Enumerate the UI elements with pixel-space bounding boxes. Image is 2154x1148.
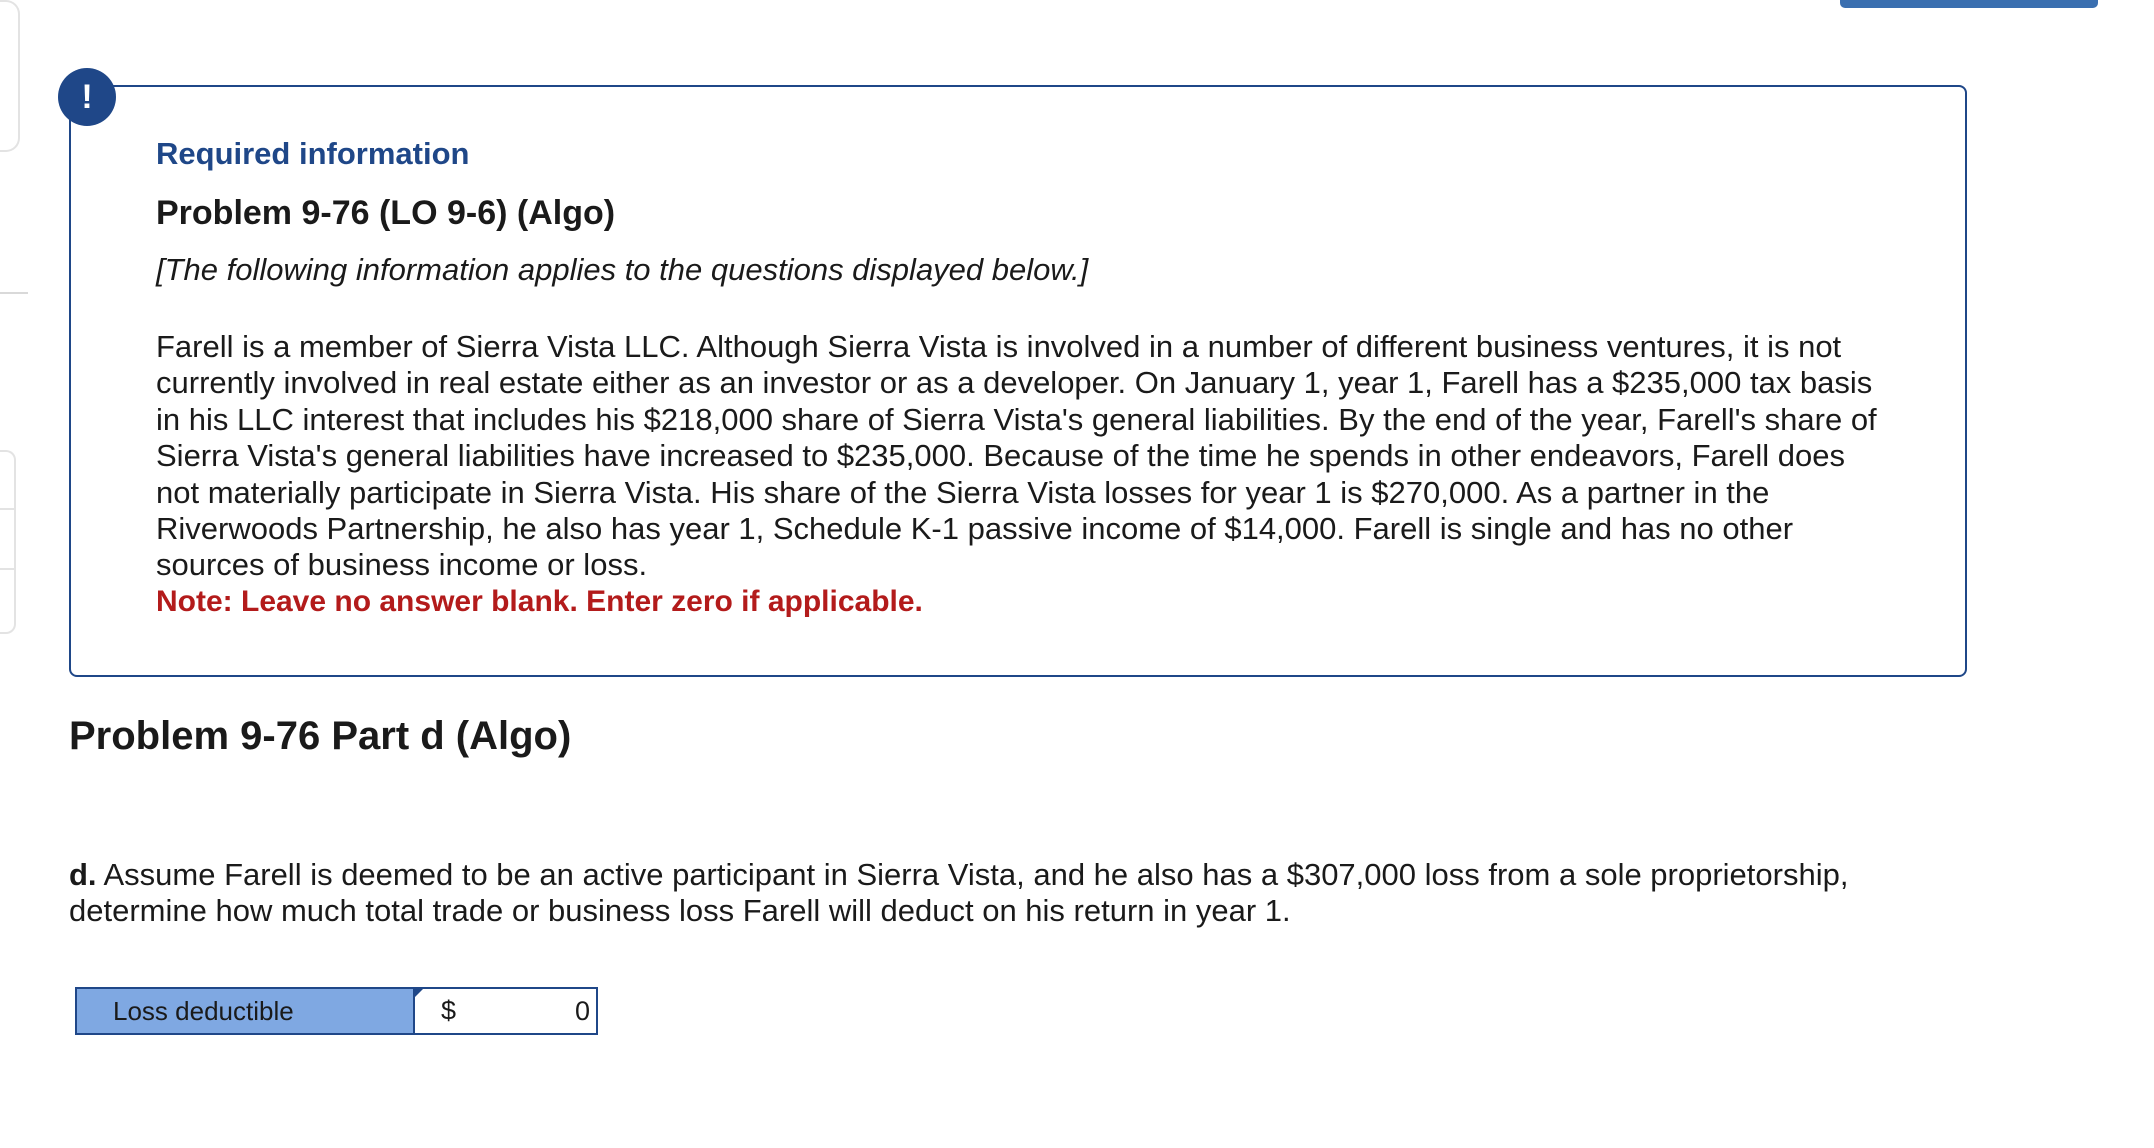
currency-symbol: $ xyxy=(441,995,457,1026)
applies-note: [The following information applies to the questions displayed below.] xyxy=(156,252,1089,287)
left-edge-tab-divider xyxy=(0,508,14,510)
loss-deductible-cell[interactable] xyxy=(413,987,598,1035)
question-label: d. xyxy=(69,857,97,892)
left-edge-tab-divider xyxy=(0,568,14,570)
required-information-heading: Required information xyxy=(156,136,470,171)
cell-marker-icon xyxy=(413,987,425,999)
problem-title: Problem 9-76 (LO 9-6) (Algo) xyxy=(156,194,616,232)
scenario-text-block xyxy=(156,329,1896,620)
left-edge-divider xyxy=(0,292,28,294)
question xyxy=(69,857,1949,930)
left-edge-tabs xyxy=(0,450,16,634)
loss-deductible-label: Loss deductible xyxy=(75,987,413,1035)
alert-icon: ! xyxy=(58,68,116,126)
top-action-button[interactable] xyxy=(1840,0,2098,8)
question-text: Assume Farell is deemed to be an active participant in Sierra Vista, and he also has a $307,000 loss from a sole proprietorship, determine how much total trade or business loss Farell will deduct on his return in year 1. xyxy=(69,857,1849,929)
scenario-text: Farell is a member of Sierra Vista LLC. Although Sierra Vista is involved in a number of different business ventures, it is not currently involved in real estate either as an investor or as a developer. On January 1, year 1, Farell has a $235,000 tax basis in his LLC interest that includes his $218,000 share of Sierra Vista's general liabilities. By the end of the year, Farell's share of Sierra Vista's general liabilities have increased to $235,000. Because of the time he spends in other endeavors, Farell does not materially participate in Sierra Vista. His share of the Sierra Vista losses for year 1 is $270,000. As a partner in the Riverwoods Partnership, he also has year 1, Schedule K-1 passive income of $14,000. Farell is single and has no other sources of business income or loss. xyxy=(156,329,1877,583)
left-edge-panel xyxy=(0,0,20,152)
loss-deductible-input[interactable] xyxy=(460,993,590,1029)
instruction-note: Note: Leave no answer blank. Enter zero if applicable. xyxy=(156,584,923,618)
part-title: Problem 9-76 Part d (Algo) xyxy=(69,714,572,758)
answer-row xyxy=(75,987,598,1035)
